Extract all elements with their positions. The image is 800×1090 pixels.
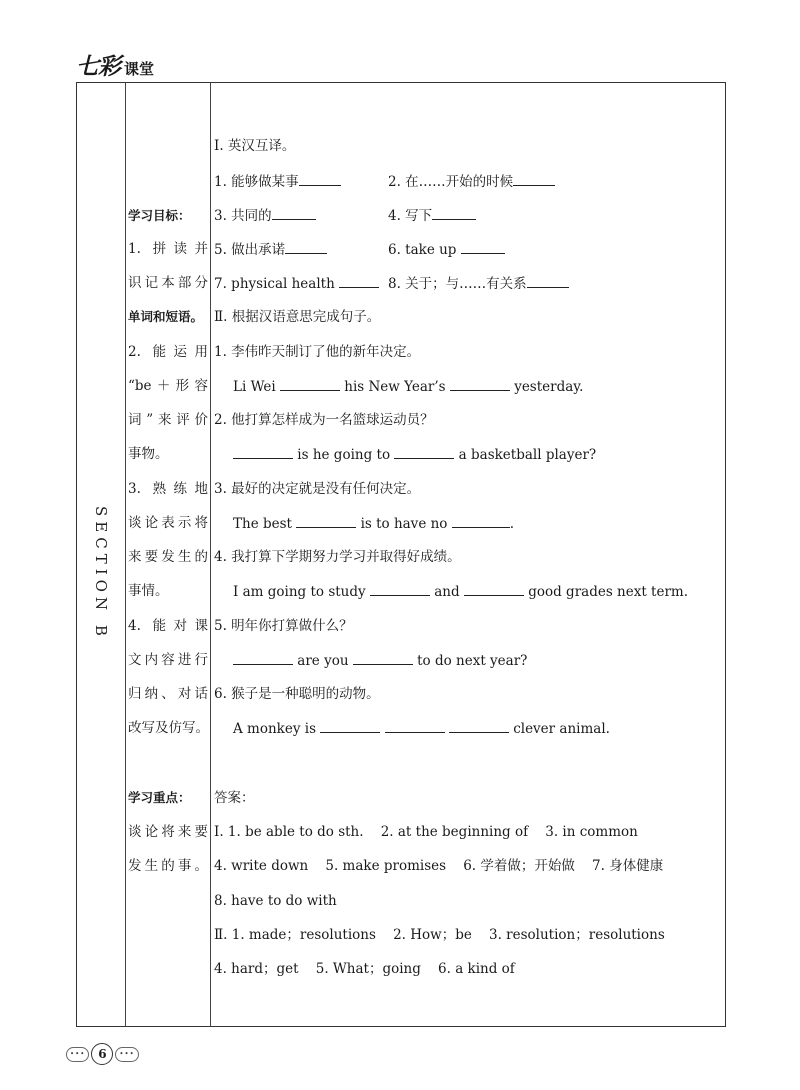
sentence-cn: 3. 最好的决定就是没有任何决定。 xyxy=(214,481,421,497)
brand-name: 七彩 xyxy=(76,53,120,80)
answer-blank xyxy=(233,650,293,665)
goal-line: 文内容进行 xyxy=(128,652,208,668)
answer-blank xyxy=(353,650,413,665)
page-number-badge xyxy=(66,1043,139,1065)
part2-title: Ⅱ. 根据汉语意思完成句子。 xyxy=(214,309,381,325)
question-text: 4. 写下 xyxy=(388,208,433,224)
focus-line: 谈论将来要 xyxy=(128,824,208,840)
question-text: 7. physical health xyxy=(214,276,335,292)
answer-blank xyxy=(527,273,569,288)
question-text: 6. take up xyxy=(388,242,457,258)
sentence-cn: 5. 明年你打算做什么？ xyxy=(214,618,353,634)
answer-blank xyxy=(285,239,327,254)
goal-line: 2. 能运用 xyxy=(128,344,208,360)
decorative-dots: ••• xyxy=(115,1047,138,1062)
exercise-row xyxy=(214,205,316,226)
page-number: 6 xyxy=(91,1043,113,1065)
goal-line: 归纳、对话 xyxy=(128,686,208,702)
goal-line: 4. 能对课 xyxy=(128,618,208,634)
sentence-en: I am going to study and good grades next term. xyxy=(233,581,688,602)
column-divider xyxy=(210,83,211,1026)
goal-line: 单词和短语。 xyxy=(128,309,204,324)
answer-blank xyxy=(280,376,340,391)
focus-line: 发生的事。 xyxy=(128,858,208,874)
answers-title: 答案： xyxy=(214,790,255,806)
answer-blank xyxy=(450,376,510,391)
sentence-en: are you to do next year? xyxy=(233,650,527,671)
answer-blank xyxy=(452,513,510,528)
question-text: 3. 共同的 xyxy=(214,208,272,224)
answer-line: 4. hard；get 5. What；going 6. a kind of xyxy=(214,961,515,977)
goal-line: 识记本部分 xyxy=(128,275,208,291)
answer-line: Ⅱ. 1. made；resolutions 2. How；be 3. resolution；resolutions xyxy=(214,927,665,943)
brand-subtitle: 课堂 xyxy=(124,60,155,78)
answer-blank xyxy=(320,718,380,733)
question-text: 2. 在……开始的时候 xyxy=(388,174,514,190)
goal-line: 词”来评价 xyxy=(128,412,208,428)
answer-blank xyxy=(461,239,505,254)
answer-blank xyxy=(394,444,454,459)
goal-line: 来要发生的 xyxy=(128,549,208,565)
sentence-en: is he going to a basketball player? xyxy=(233,444,596,465)
answer-blank xyxy=(296,513,356,528)
part1-title: Ⅰ. 英汉互译。 xyxy=(214,138,296,154)
column-divider xyxy=(125,83,126,1026)
goal-line: 事情。 xyxy=(128,583,169,599)
answer-line: Ⅰ. 1. be able to do sth. 2. at the beginning of 3. in common xyxy=(214,824,638,840)
answer-blank xyxy=(385,718,445,733)
goal-line: 3. 熟练地 xyxy=(128,481,208,497)
section-label: SECTION B xyxy=(92,505,110,641)
exercise-row xyxy=(388,205,476,226)
decorative-dots: ••• xyxy=(66,1047,89,1062)
goal-line: “be＋形容 xyxy=(128,378,208,394)
answer-blank xyxy=(339,273,379,288)
sentence-cn: 6. 猴子是一种聪明的动物。 xyxy=(214,686,380,702)
goal-line: 事物。 xyxy=(128,446,169,462)
question-text: 8. 关于；与……有关系 xyxy=(388,276,527,292)
exercise-row xyxy=(388,239,505,260)
answer-blank xyxy=(370,581,430,596)
question-text: 5. 做出承诺 xyxy=(214,242,286,258)
answer-line: 4. write down 5. make promises 6. 学着做；开始做 7. 身体健康 xyxy=(214,858,664,874)
answer-blank xyxy=(464,581,524,596)
sentence-cn: 2. 他打算怎样成为一名篮球运动员？ xyxy=(214,412,434,428)
exercise-row xyxy=(388,171,555,192)
exercise-row xyxy=(388,273,569,294)
answer-blank xyxy=(272,205,316,220)
sentence-cn: 4. 我打算下学期努力学习并取得好成绩。 xyxy=(214,549,461,565)
goal-line: 1. 拼读并 xyxy=(128,241,208,257)
exercise-row xyxy=(214,171,341,192)
sentence-en: The best is to have no . xyxy=(233,513,514,534)
answer-blank xyxy=(432,205,476,220)
goals-title: 学习目标： xyxy=(128,208,191,223)
answer-blank xyxy=(233,444,293,459)
goal-line: 谈论表示将 xyxy=(128,515,208,531)
answer-blank xyxy=(299,171,341,186)
focus-title: 学习重点： xyxy=(128,790,191,805)
answer-blank xyxy=(449,718,509,733)
answer-blank xyxy=(513,171,555,186)
sentence-cn: 1. 李伟昨天制订了他的新年决定。 xyxy=(214,344,421,360)
sentence-en: A monkey is clever animal. xyxy=(233,718,610,739)
exercise-row xyxy=(214,239,327,260)
goal-line: 改写及仿写。 xyxy=(128,720,209,736)
exercise-row xyxy=(214,273,379,294)
brand-logo xyxy=(76,50,154,80)
question-text: 1. 能够做某事 xyxy=(214,174,299,190)
answer-line: 8. have to do with xyxy=(214,893,337,909)
sentence-en: Li Wei his New Year’s yesterday. xyxy=(233,376,583,397)
